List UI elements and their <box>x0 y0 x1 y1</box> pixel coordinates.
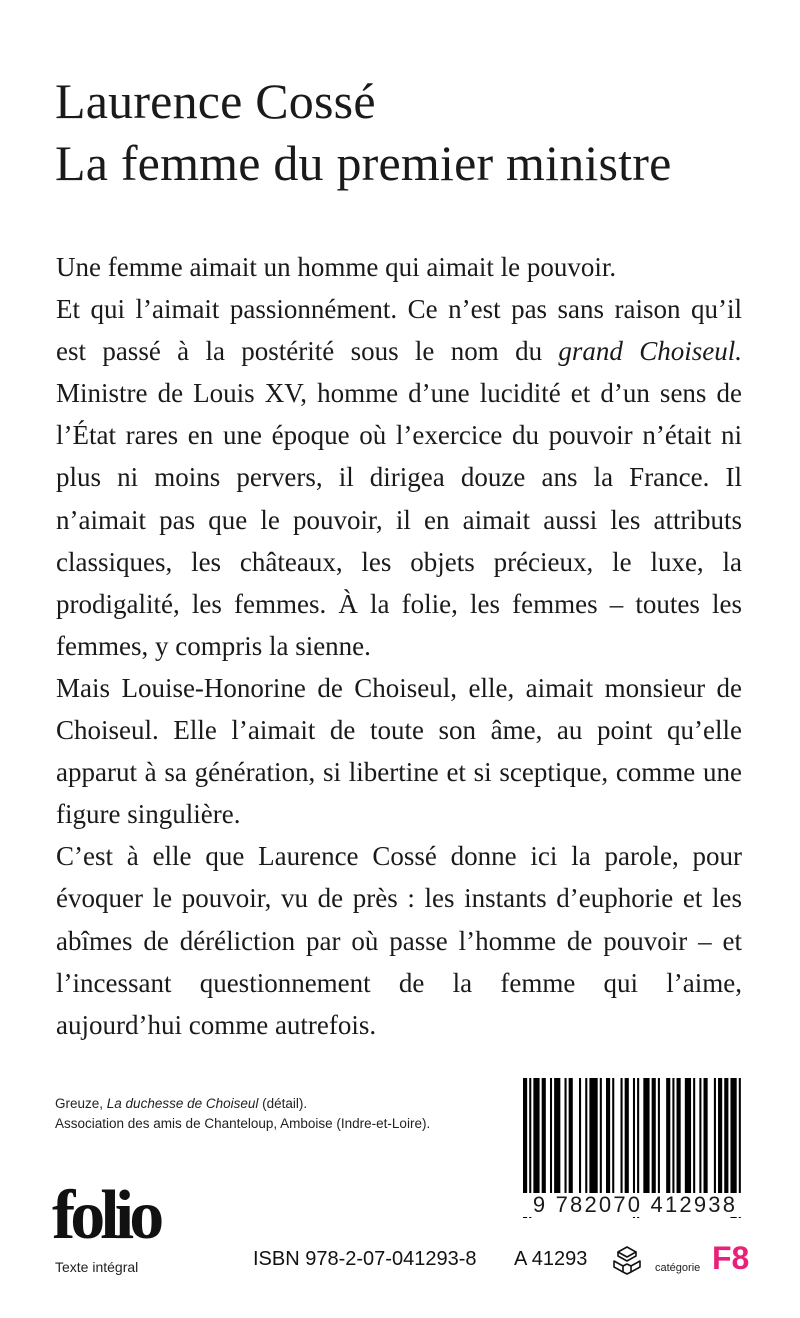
barcode-bar <box>612 1078 614 1196</box>
blurb-paragraph: Une femme aimait un homme qui aimait le pouvoir. <box>56 252 617 282</box>
gallimard-books-icon <box>610 1243 644 1277</box>
barcode-bar <box>672 1078 674 1196</box>
folio-subtitle: Texte intégral <box>55 1259 139 1275</box>
catalog-code: A 41293 <box>514 1248 588 1270</box>
barcode-bar <box>724 1078 728 1196</box>
blurb-paragraph: Mais Louise-Honorine de Choiseul, elle, aimait monsieur de Choiseul. Elle l’aimait de toute son âme, au point qu’elle apparut à sa génération, si libertine et si sceptique, comme une figure singulière. <box>56 672 742 830</box>
barcode-bar <box>589 1078 597 1196</box>
barcode-bar <box>643 1078 649 1196</box>
credit-line: Greuze, La duchesse de Choiseul (détail). <box>55 1096 308 1111</box>
barcode-bar <box>606 1078 610 1196</box>
category-code: F8 <box>712 1240 750 1276</box>
author-name: Laurence Cossé <box>55 73 376 129</box>
cover-credits <box>55 1094 430 1134</box>
barcode-bar <box>677 1078 681 1196</box>
barcode-digits: 9 782070 412938 <box>520 1193 750 1217</box>
barcode-bar <box>621 1078 623 1196</box>
barcode-bar <box>704 1078 708 1196</box>
barcode-bar <box>542 1078 546 1196</box>
credit-line: Association des amis de Chanteloup, Amboise (Indre-et-Loire). <box>55 1116 431 1131</box>
barcode-bar <box>600 1078 602 1196</box>
barcode-bar <box>699 1078 701 1196</box>
barcode-bar <box>533 1078 539 1196</box>
barcode-bar <box>685 1078 691 1196</box>
barcode-bar <box>714 1078 716 1196</box>
blurb-paragraph: Et qui l’aimait passionnément. Ce n’est pas sans raison qu’il est passé à la postérité sous le nom du grand Choiseul. Ministre de Louis XV, homme d’une lucidité et d’un sens de l’État rares en une époque où l’exercice du pouvoir n’était ni plus ni moins pervers, il dirigea douze ans la France. Il n’aimait pas que le pouvoir, il en aimait aussi les attributs classiques, les châteaux, les objets précieux, le luxe, la prodigalité, les femmes. À la folie, les femmes – toutes les femmes, y compris la sienne. <box>56 294 742 661</box>
barcode-bar <box>666 1078 670 1196</box>
folio-logo: folio <box>52 1177 160 1254</box>
barcode-bar <box>625 1078 629 1196</box>
barcode-bar <box>693 1078 695 1196</box>
barcode-bar <box>718 1078 722 1196</box>
blurb-paragraph: C’est à elle que Laurence Cossé donne ici la parole, pour évoquer le pouvoir, vu de près : les instants d’euphorie et les abîmes de déréliction par où passe l’homme de pouvoir – et l’incessant questionnement de la femme qui l’aime, aujourd’hui comme autrefois. <box>56 841 742 1040</box>
barcode-bar <box>565 1078 567 1196</box>
barcode-bar <box>585 1078 587 1196</box>
isbn: ISBN 978-2-07-041293-8 <box>253 1248 477 1270</box>
category-label: catégorie <box>655 1262 701 1274</box>
barcode-bar <box>550 1078 552 1196</box>
barcode-bar <box>579 1078 581 1196</box>
book-title: La femme du premier ministre <box>55 135 672 191</box>
back-cover-blurb <box>56 246 742 1046</box>
barcode-bar <box>652 1078 656 1196</box>
barcode-bar <box>658 1078 660 1196</box>
barcode-bar <box>569 1078 573 1196</box>
barcode-bar <box>554 1078 560 1196</box>
